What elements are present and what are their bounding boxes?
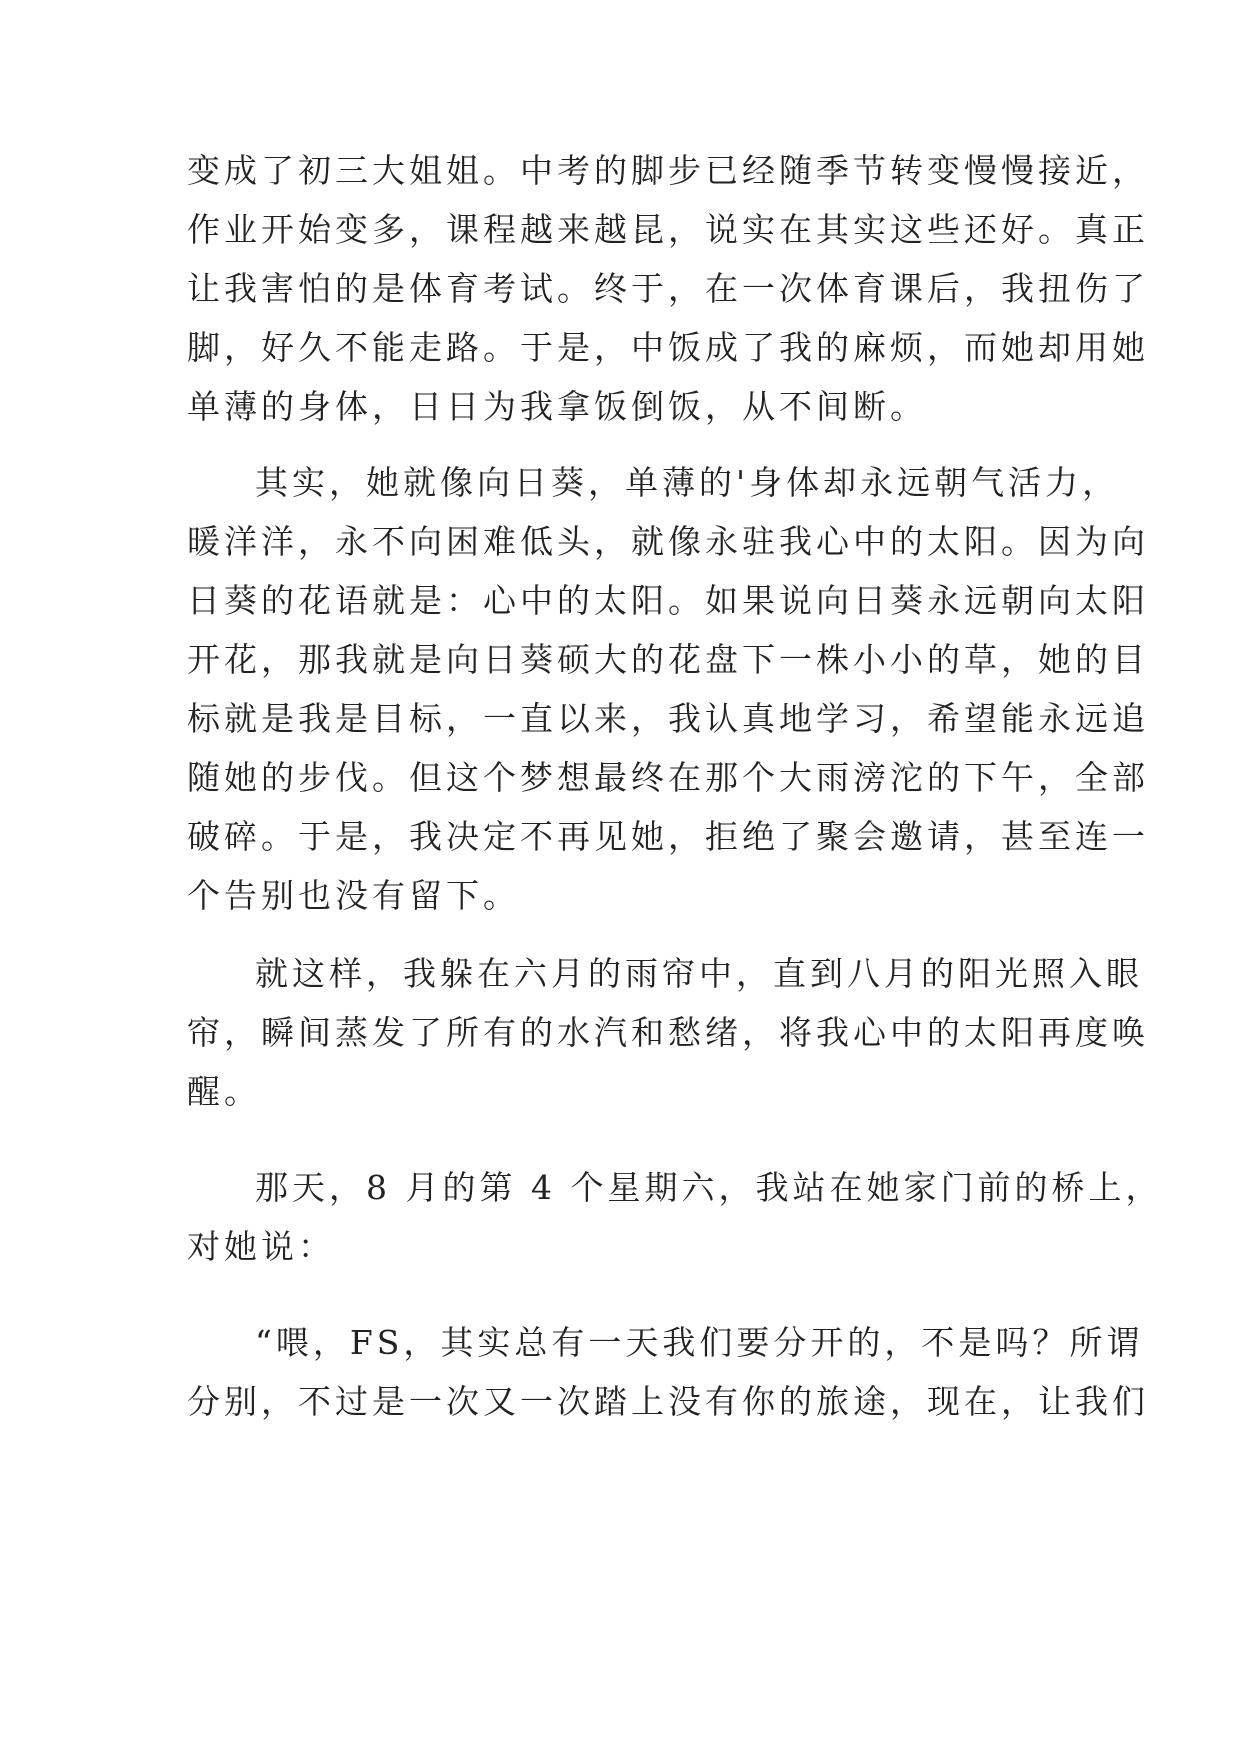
paragraph-line: 让我害怕的是体育考试。终于，在一次体育课后，我扭伤了 (187, 269, 1149, 308)
paragraph-line: 随她的步伐。但这个梦想最终在那个大雨滂沱的下午，全部 (187, 758, 1149, 797)
paragraph-5 (187, 1313, 1149, 1431)
paragraph-3 (187, 944, 1149, 1121)
paragraph-line: 破碎。于是，我决定不再见她，拒绝了聚会邀请，甚至连一 (187, 817, 1149, 856)
paragraph-line: 标就是我是目标，一直以来，我认真地学习，希望能永远追 (187, 699, 1149, 738)
paragraph-2 (187, 453, 1149, 925)
paragraph-line: 对她说： (187, 1227, 335, 1266)
paragraph-line: 醒。 (187, 1072, 261, 1111)
paragraph-line: 单薄的身体，日日为我拿饭倒饭，从不间断。 (187, 387, 927, 426)
paragraph-line: 就这样，我躲在六月的雨帘中，直到八月的阳光照入眼 (255, 954, 1143, 993)
paragraph-line: 日葵的花语就是：心中的太阳。如果说向日葵永远朝向太阳 (187, 581, 1149, 620)
paragraph-line: 分别，不过是一次又一次踏上没有你的旅途，现在，让我们 (187, 1382, 1149, 1421)
paragraph-line: “喂，FS，其实总有一天我们要分开的，不是吗？所谓 (255, 1323, 1144, 1362)
paragraph-line: 个告别也没有留下。 (187, 876, 520, 915)
paragraph-line: 作业开始变多，课程越来越昆，说实在其实这些还好。真正 (187, 210, 1149, 249)
paragraph-line: 变成了初三大姐姐。中考的脚步已经随季节转变慢慢接近， (187, 151, 1149, 190)
paragraph-line: 暖洋洋，永不向困难低头，就像永驻我心中的太阳。因为向 (187, 522, 1149, 561)
paragraph-1 (187, 141, 1149, 436)
paragraph-line: 那天，8 月的第 4 个星期六，我站在她家门前的桥上， (255, 1168, 1163, 1207)
paragraph-4 (187, 1158, 1163, 1276)
paragraph-line: 开花，那我就是向日葵硕大的花盘下一株小小的草，她的目 (187, 640, 1149, 679)
paragraph-line: 帘，瞬间蒸发了所有的水汽和愁绪，将我心中的太阳再度唤 (187, 1013, 1149, 1052)
paragraph-line: 脚，好久不能走路。于是，中饭成了我的麻烦，而她却用她 (187, 328, 1149, 367)
paragraph-line: 其实，她就像向日葵，单薄的'身体却永远朝气活力， (255, 463, 1120, 502)
